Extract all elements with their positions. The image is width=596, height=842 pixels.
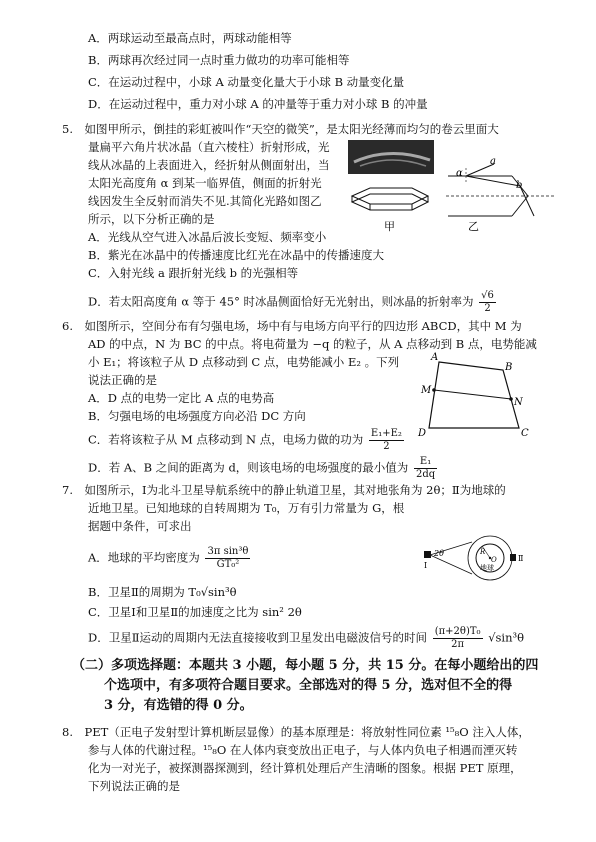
q7-option-d <box>88 626 524 651</box>
q7-option-d-root: √sin³θ <box>488 630 525 645</box>
q5-option-d-fraction <box>479 290 496 315</box>
point-d: D <box>418 428 427 439</box>
q5-option-b: B．紫光在冰晶中的传播速度比红光在冰晶中的传播速度大 <box>88 248 384 262</box>
hexagonal-prism-icon <box>352 188 428 210</box>
q5-option-d <box>88 290 498 315</box>
fig-label-jia: 甲 <box>384 220 395 232</box>
q7-stem-line1: 7. 如图所示，Ⅰ为北斗卫星导航系统中的静止轨道卫星，其对地张角为 2θ；Ⅱ为地球的 <box>62 483 506 497</box>
q7-option-d-text: D．卫星Ⅱ运动的周期内无法直接接收到卫星发出电磁波信号的时间 <box>88 630 428 645</box>
q7-satellite-figure <box>418 534 534 588</box>
q5-option-a: A．光线从空气进入冰晶后波长变短、频率变小 <box>88 230 327 244</box>
q6-option-d <box>88 456 439 481</box>
q4-option-b: B．两球再次经过同一点时重力做功的功率可能相等 <box>88 53 350 67</box>
q5-option-d-text: D．若太阳高度角 α 等于 45° 时冰晶侧面恰好无光射出，则冰晶的折射率为 <box>88 294 474 309</box>
q6-option-b: B．匀强电场的电场强度方向必沿 DC 方向 <box>88 409 306 423</box>
label-satellite-i: Ⅰ <box>424 561 428 570</box>
label-b: b <box>516 180 523 191</box>
fig-label-yi: 乙 <box>468 220 479 232</box>
q5-figure-yi <box>438 138 558 232</box>
q7-option-a-text: A．地球的平均密度为 <box>88 550 200 565</box>
q5-stem-line1: 5. 如图甲所示，倒挂的彩虹被叫作“天空的微笑”，是太阳光经薄而均匀的卷云里面大 <box>62 122 499 136</box>
q6-stem-line1: 6. 如图所示，空间分布有匀强电场，场中有与电场方向平行的四边形 ABCD，其中 M 为 <box>62 319 522 333</box>
q8-stem-line3: 化为一对光子，被探测器探测到，经计算机处理后产生清晰的图象。根据 PET 原理， <box>88 761 522 775</box>
q6-option-c-fraction <box>369 428 404 453</box>
q5-stem-line5: 线因发生全反射而消失不见.其简化光路如图乙 <box>88 194 322 208</box>
point-n: N <box>514 397 523 408</box>
q6-option-c <box>88 428 406 453</box>
q7-option-a-fraction <box>205 546 250 571</box>
label-a: a <box>490 156 496 167</box>
fraction-denominator: 2dq <box>415 469 436 480</box>
point-a: A <box>431 352 439 363</box>
q6-option-d-text: D．若 A、B 之间的距离为 d，则该电场的电场强度的最小值为 <box>88 460 409 475</box>
q4-option-c: C．在运动过程中，小球 A 动量变化量大于小球 B 动量变化量 <box>88 75 405 89</box>
q8-stem-line4: 下列说法正确的是 <box>88 779 180 793</box>
fraction-numerator: 3π sin³θ <box>207 546 249 557</box>
q6-stem-line3: 小 E₁；将该粒子从 D 点移动到 C 点，电势能减小 E₂ 。下列 <box>88 355 400 369</box>
satellite-ii-icon <box>510 554 516 561</box>
label-radius: R <box>480 548 486 556</box>
point-m: M <box>421 385 432 396</box>
label-earth: 地球 <box>480 564 494 572</box>
section2-heading-line2: 个选项中，有多项符合题目要求。全部选对的得 5 分，选对但不全的得 <box>104 678 513 693</box>
q6-option-d-fraction <box>414 456 437 481</box>
point-c: C <box>521 428 529 439</box>
q6-stem-line4: 说法正确的是 <box>88 373 157 387</box>
q7-option-b: B．卫星Ⅱ的周期为 T₀√sin³θ <box>88 585 237 599</box>
fraction-numerator: √6 <box>481 290 494 301</box>
label-2theta: 2θ <box>434 549 444 558</box>
q5-option-c: C．入射光线 a 跟折射光线 b 的光强相等 <box>88 266 299 280</box>
q7-option-d-fraction <box>433 626 483 651</box>
point-b: B <box>505 362 513 373</box>
fraction-denominator: 2 <box>484 303 491 314</box>
q6-option-c-text: C．若将该粒子从 M 点移动到 N 点，电场力做的功为 <box>88 432 364 447</box>
q7-stem-line2: 近地卫星。已知地球的自转周期为 T₀，万有引力常量为 G，根 <box>88 501 405 515</box>
q7-stem-line3: 据题中条件，可求出 <box>88 519 192 533</box>
q6-option-a: A．D 点的电势一定比 A 点的电势高 <box>88 391 275 405</box>
fraction-numerator: E₁+E₂ <box>370 428 402 439</box>
q5-stem-line6: 所示，以下分析正确的是 <box>88 212 215 226</box>
q6-quadrilateral-figure <box>415 350 535 442</box>
section2-heading-line3: 3 分，有选错的得 0 分。 <box>104 698 253 713</box>
q5-stem-line4: 太阳光高度角 α 到某一临界值，侧面的折射光 <box>88 176 322 190</box>
q5-figure-jia <box>340 140 440 232</box>
label-center: O <box>491 556 497 564</box>
fraction-numerator: E₁ <box>414 456 437 469</box>
q6-stem-line2: AD 的中点，N 为 BC 的中点。将电荷量为 −q 的粒子，从 A 点移动到 B 点，电势能减 <box>88 337 537 351</box>
section2-heading-line1: （二）多项选择题：本题共 3 小题，每小题 5 分，共 15 分。在每小题给出的四 <box>72 658 539 673</box>
fraction-denominator: GT₀² <box>216 559 240 570</box>
q7-option-a <box>88 546 252 571</box>
fraction-denominator: 2π <box>451 639 465 650</box>
fraction-numerator: (π+2θ)T₀ <box>434 626 481 637</box>
q8-stem-line1: 8. PET（正电子发射型计算机断层显像）的基本原理是：将放射性同位素 ¹⁵₈O 注入人体， <box>62 725 530 739</box>
q5-stem-line3: 线从冰晶的上表面进入，经折射从侧面射出，当 <box>88 158 330 172</box>
fraction-denominator: 2 <box>383 441 390 452</box>
q4-option-a: A．两球运动至最高点时，两球动能相等 <box>88 31 292 45</box>
label-satellite-ii: Ⅱ <box>518 554 524 563</box>
satellite-i-icon <box>424 551 431 558</box>
q5-stem-line2: 量扁平六角片状冰晶（直六棱柱）折射形成，光 <box>88 140 330 154</box>
q7-option-c: C．卫星Ⅰ和卫星Ⅱ的加速度之比为 sin² 2θ <box>88 605 302 619</box>
label-alpha: α <box>456 168 463 179</box>
q8-stem-line2: 参与人体的代谢过程。¹⁵₈O 在人体内衰变放出正电子，与人体内负电子相遇而湮灭转 <box>88 743 518 757</box>
q4-option-d: D．在运动过程中，重力对小球 A 的冲量等于重力对小球 B 的冲量 <box>88 97 428 111</box>
